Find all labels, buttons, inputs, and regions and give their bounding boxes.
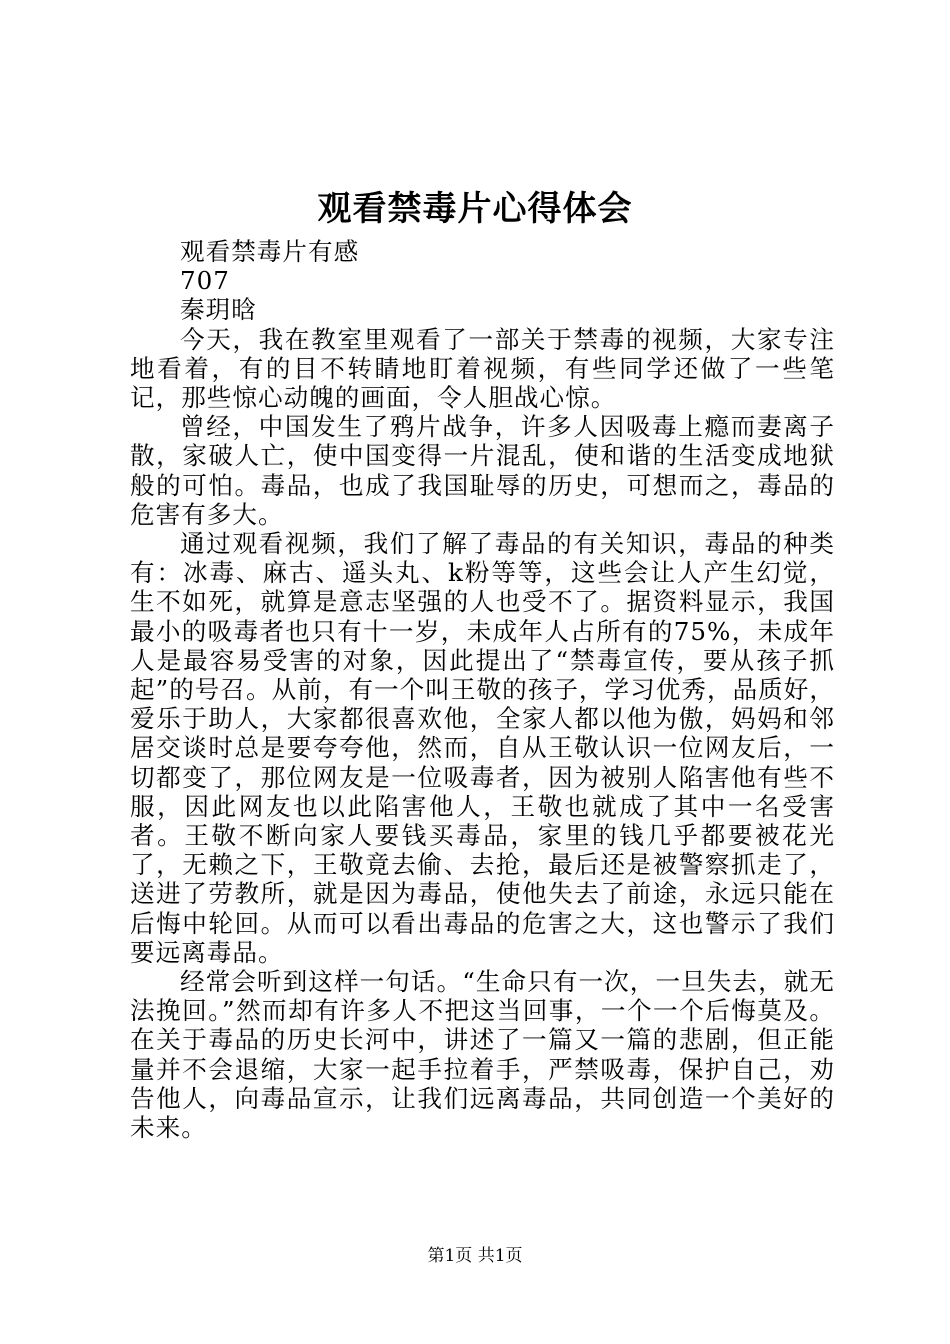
document-body bbox=[130, 237, 835, 1142]
page-footer: 第1页 共1页 bbox=[427, 1246, 523, 1266]
subtitle-line: 观看禁毒片有感 bbox=[180, 237, 360, 266]
paragraph-3: 通过观看视频，我们了解了毒品的有关知识，毒品的种类有：冰毒、麻古、遥头丸、k粉等等，这些会让人产生幻觉，生不如死，就算是意志坚强的人也受不了。据资料显示，我国最小的吸毒者也只有十一岁，未成年人占所有的75%，未成年人是最容易受害的对象，因此提出了“禁毒宣传，要从孩子抓起”的号召。从前，有一个叫王敬的孩子，学习优秀，品质好，爱乐于助人，大家都很喜欢他，全家人都以他为傲，妈妈和邻居交谈时总是要夸夸他，然而，自从王敬认识一位网友后，一切都变了，那位网友是一位吸毒者，因为被别人陷害他有些不服，因此网友也以此陷害他人，王敬也就成了其中一名受害者。王敬不断向家人要钱买毒品，家里的钱几乎都要被花光了，无赖之下，王敬竟去偷、去抢，最后还是被警察抓走了，送进了劳教所，就是因为毒品，使他失去了前途，永远只能在后悔中轮回。从而可以看出毒品的危害之大，这也警示了我们要远离毒品。 bbox=[130, 529, 835, 967]
paragraph-2: 曾经，中国发生了鸦片战争，许多人因吸毒上瘾而妻离子散，家破人亡，使中国变得一片混乱，使和谐的生活变成地狱般的可怕。毒品，也成了我国耻辱的历史，可想而之，毒品的危害有多大。 bbox=[130, 412, 835, 529]
paragraph-4: 经常会听到这样一句话。“生命只有一次，一旦失去，就无法挽回。”然而却有许多人不把这当回事，一个一个后悔莫及。在关于毒品的历史长河中，讲述了一篇又一篇的悲剧，但正能量并不会退缩，大家一起手拉着手，严禁吸毒，保护自己，劝告他人，向毒品宣示，让我们远离毒品，共同创造一个美好的未来。 bbox=[130, 967, 835, 1143]
class-number-line: 707 bbox=[180, 266, 230, 296]
document-title: 观看禁毒片心得体会 bbox=[317, 189, 633, 229]
author-line: 秦玥晗 bbox=[180, 295, 257, 325]
paragraph-1: 今天，我在教室里观看了一部关于禁毒的视频，大家专注地看着，有的目不转睛地盯着视频，有些同学还做了一些笔记，那些惊心动魄的画面，令人胆战心惊。 bbox=[130, 324, 835, 413]
